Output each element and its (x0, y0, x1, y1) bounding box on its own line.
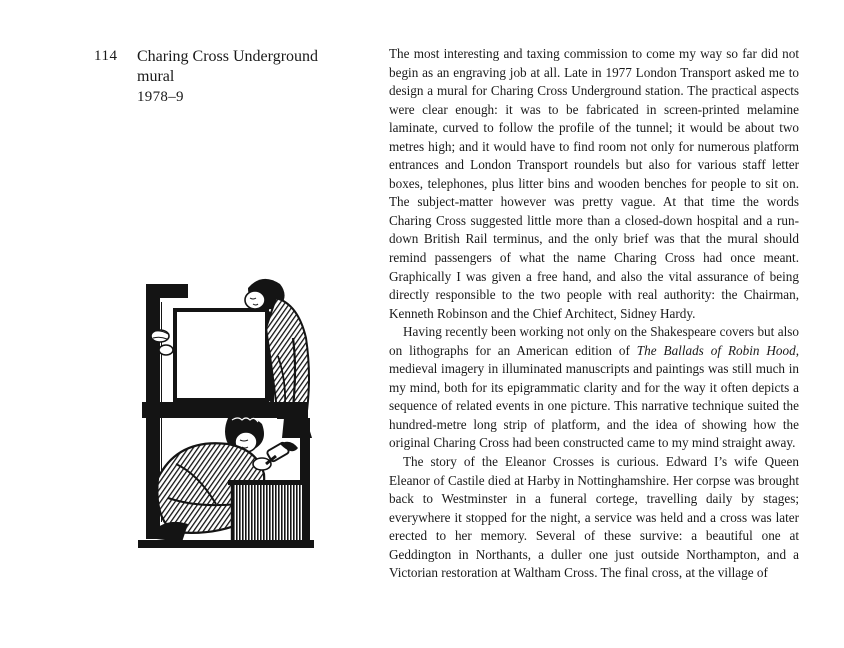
wood-engraving-illustration (128, 268, 328, 555)
paragraph-2 (389, 323, 799, 453)
stone-block (175, 310, 274, 404)
paragraph-3: The story of the Eleanor Crosses is curious. Edward I’s wife Queen Eleanor of Castile died at Harby in Nottinghamshire. Her corpse was brought back to Westminster in a funeral cortege, travelling daily by stages; everywhere it stopped for the night, a service was held and a cross was later erected to her memory. Several of these survive: a beautiful one at Geddington in Northants, a duller one just outside Northampton, and a Victorian restoration at Waltham Cross. The final cross, at the village of (389, 454, 799, 581)
figure-caption (137, 47, 357, 107)
body-text (389, 45, 799, 583)
caption-dates: 1978–9 (137, 89, 184, 105)
paragraph-2-text-after: , medieval imagery in illuminated manuscripts and paintings was still much in my mind, both for its epigrammatic clarity and for the way it often depicts a sequence of related events in one picture. This narrative technique suited the hundred-metre long strip of platform, and the idea of showing how the original Charing Cross had been constructed came to my mind straight away. (389, 342, 799, 451)
caption-title-line-2: mural (137, 68, 175, 85)
ground-line (138, 540, 314, 548)
caption-title-line-1: Charing Cross Underground (137, 48, 319, 65)
carved-stone (228, 480, 308, 542)
paragraph-2-text-before: Having recently been working not only on the Shakespeare covers but also on lithographs for an American edition of (389, 324, 799, 358)
book-title-italic: The Ballads of Robin Hood (636, 342, 796, 358)
page-number: 114 (94, 48, 118, 64)
paragraph-1: The most interesting and taxing commission to come my way so far did not begin as an engraving job at all. Late in 1977 London Transport asked me to design a mural for Charing Cross Underground station. The practical aspects were clear enough: it was to be fabricated in screen-printed melamine laminate, curved to follow the profile of the tunnel; it would be about two metres high; and it would have to find room not only for numerous platform entrances and London Transport roundels but also for various staff letter boxes, telephones, plus litter bins and wooden benches for people to sit on. The subject-matter however was pretty vague. At that time the words Charing Cross suggested little more than a closed-down hospital and a run-down British Rail terminus, and the only brief was that the mural should remind passengers of what the name Charing Cross had once meant. Graphically I was given a free hand, and also the vital assurance of being directly responsible to the two people with real authority: the Chairman, Kenneth Robinson and the Chief Architect, Sidney Hardy. (389, 46, 799, 321)
mallet-icon (266, 442, 298, 464)
